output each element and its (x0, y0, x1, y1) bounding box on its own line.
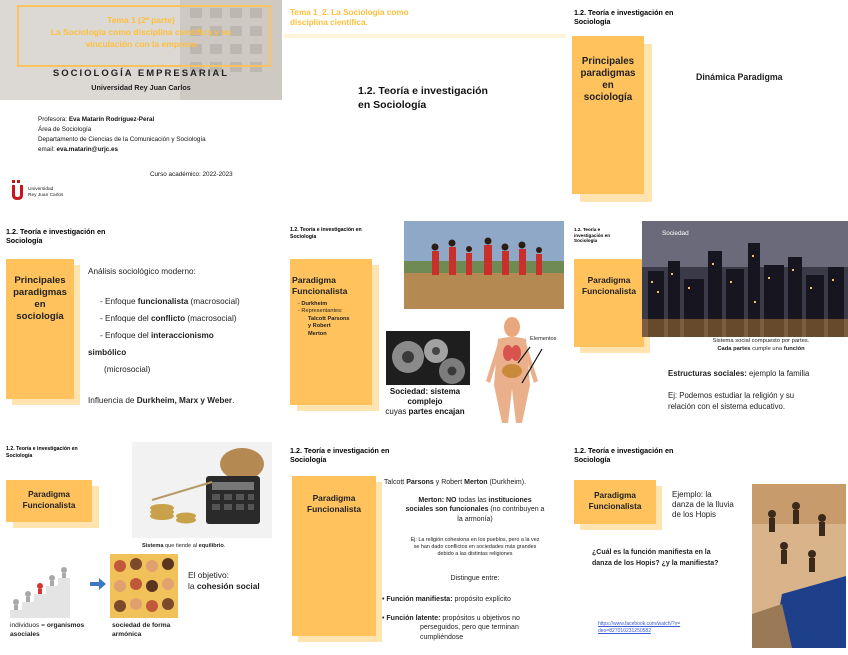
email-link[interactable]: eva.matarin@urjc.es (56, 146, 118, 153)
header-line-1: 1.2. Teoría e (574, 227, 601, 232)
header-line-3: Sociología (574, 238, 598, 244)
header-line-2: Sociología (574, 17, 611, 26)
slide-title[interactable] (0, 0, 282, 217)
video-link[interactable]: https://www.facebook.com/watch/?v= deo=827010231250582 (598, 621, 681, 634)
area: Área de Sociología (38, 126, 92, 133)
caption-line-1: Sociedad: sistema (389, 387, 461, 396)
box-line-1: Paradigma (594, 491, 636, 500)
influence-text: Influencia de Durkheim, Marx y Weber. (88, 396, 235, 405)
section-title-line-1: 1.2. Teoría e investigación (358, 85, 488, 97)
tribe-dance-photo (404, 221, 564, 309)
section-title-line-2: en Sociología (358, 99, 427, 111)
section-header-line-1: Tema 1_2. La Sociología como (290, 8, 409, 17)
example-line-2: relación con el sistema educativo. (668, 401, 786, 411)
box-line-4: sociología (16, 311, 64, 322)
box-line-2: paradigmas (580, 68, 636, 79)
distinguish-label: Distingue entre: (450, 575, 500, 582)
dynamic-paradigm-label: Dinámica Paradigma (696, 72, 783, 82)
department: Departamento de Ciencias de la Comunicación y Sociología (38, 136, 206, 143)
title-line-2: La Sociología como disciplina científica y su (50, 27, 232, 37)
question-text: ¿Cuál es la función manifiesta en la danza de los Hopis? ¿y la manifiesta? (592, 549, 719, 567)
email-label: email: (38, 146, 57, 153)
gears-photo (386, 331, 470, 385)
elements-arrows (516, 343, 556, 403)
header-line-1: 1.2. Teoría e investigación en (290, 446, 390, 455)
header-line-1: 1.2. Teoría e investigación en (6, 227, 106, 236)
approach-conflict: - Enfoque del conflicto (macrosocial) (100, 314, 237, 323)
header-line-2: Sociología (290, 233, 317, 240)
example-text: Ejemplo: la danza de la lluvia de los Hopis (672, 490, 734, 519)
microsocial-label: (microsocial) (104, 365, 151, 374)
balance-coins-photo (132, 442, 272, 538)
box-line-2: Funcionalista (22, 500, 76, 510)
slide-section-intro[interactable] (284, 0, 566, 217)
box-line-2: Funcionalista (307, 504, 361, 514)
arrow-right-icon (90, 578, 106, 590)
structures-text: Estructuras sociales: ejemplo la familia (668, 369, 810, 378)
caption-line-2: complejo (407, 397, 443, 406)
bullet-durkheim: - Durkheim (298, 301, 328, 307)
title-line-1: Tema 1 (2ª parte) (107, 15, 175, 25)
slide-functionalist-3[interactable] (0, 438, 282, 655)
header-line-1: 1.2. Teoría e investigación en (574, 446, 674, 455)
slide-functionalist-5[interactable] (568, 438, 848, 655)
slide-functionalist-2[interactable] (568, 219, 848, 436)
logo-line-1: Universidad (28, 187, 54, 192)
header-line-2: investigación en (574, 232, 610, 238)
logo-line-2: Rey Juan Carlos (28, 192, 64, 198)
individuals-stairs-icon (10, 566, 84, 618)
balance-caption: Sistema que tiende al equilibrio. (142, 543, 226, 549)
rep-line-3: Merton (308, 330, 327, 337)
bullet-latent: • Función latente: propósitos u objetivos no perseguidos, pero que terminan cumpliéndose (382, 615, 520, 641)
interactionism-cont: simbólico (88, 348, 127, 357)
title-line-3: vinculación con la empresa (85, 39, 197, 49)
box-line-3: en (34, 299, 46, 310)
religion-example: Ej: La religión cohesiona en los pueblos, pero a la vez se han dado conflictos en sociedades más grandes debido a las distintas religiones (410, 537, 540, 558)
rep-line-1: Talcott Parsons (308, 315, 350, 322)
box-line-1: Principales (14, 275, 66, 286)
header-line-1: 1.2. Teoría e investigación en (290, 227, 362, 233)
box-line-1: Principales (581, 56, 635, 67)
crowd-photo (110, 554, 178, 618)
section-header-line-2: disciplina científica. (290, 18, 368, 27)
caption-line-2: Cada partes cumple una función (717, 346, 805, 352)
box-line-2: Funcionalista (582, 286, 636, 296)
hopi-dance-photo (752, 484, 846, 648)
bullet-manifest: • Función manifiesta: propósito explícito (382, 596, 511, 603)
slide-functionalist-1[interactable] (284, 219, 566, 436)
header-line-2: Sociología (290, 455, 327, 464)
box-line-2: Funcionalista (292, 286, 348, 296)
rep-line-2: y Robert (308, 323, 331, 330)
analysis-intro: Análisis sociológico moderno: (88, 267, 196, 276)
header-line-2: Sociología (6, 452, 33, 459)
box-line-2: paradigmas (13, 287, 67, 298)
caption-line-3: cuyas partes encajan (385, 407, 465, 416)
header-stripe (284, 34, 566, 38)
authors-line: Talcott Parsons y Robert Merton (Durkheim). (384, 479, 527, 486)
society-label: Sociedad (662, 230, 689, 237)
merton-statement: Merton: NO todas las instituciones sociales son funcionales (no contribuyen a la armonía) (405, 497, 545, 523)
urjc-logo-icon (10, 180, 28, 202)
caption-line-1: Sistema social compuesto por partes. (712, 338, 810, 344)
box-line-1: Paradigma (312, 493, 356, 503)
bullet-representatives: - Representantes: (298, 308, 343, 315)
slide-paradigms-dynamic[interactable] (568, 0, 848, 217)
objective-text: El objetivo: la cohesión social (188, 570, 260, 591)
urjc-logo (10, 180, 28, 202)
elements-label: Elementos (530, 336, 557, 342)
approach-interactionism: - Enfoque del interaccionismo (100, 331, 214, 340)
professor-info (38, 115, 206, 155)
box-line-1: Paradigma (28, 490, 70, 499)
approach-functionalist: - Enfoque funcionalista (macrosocial) (100, 297, 240, 306)
box-line-3: en (602, 80, 614, 91)
university-name: Universidad Rey Juan Carlos (91, 83, 191, 92)
prof-name: Eva Matarín Rodríguez-Peral (68, 116, 155, 123)
course-year: Curso académico: 2022-2023 (150, 171, 233, 178)
header-line-1: 1.2. Teoría e investigación en (574, 8, 674, 17)
paradigm-box (574, 259, 644, 347)
header-line-2: Sociología (574, 455, 611, 464)
slide-functionalist-4[interactable] (284, 438, 566, 655)
box-line-4: sociología (583, 92, 633, 103)
example-line-1: Ej: Podemos estudiar la religión y su (668, 391, 795, 400)
individuals-label: individuos = organismos asociales (10, 622, 85, 638)
box-line-1: Paradigma (587, 275, 631, 285)
prof-label: Profesora: (38, 116, 69, 123)
approach-list (100, 293, 240, 344)
city-photo (642, 221, 848, 337)
box-line-2: Funcionalista (588, 501, 642, 511)
header-line-1: 1.2. Teoría e investigación en (6, 446, 78, 452)
society-harmonic-label: sociedad de forma armónica (112, 622, 171, 638)
box-line-1: Paradigma (292, 275, 336, 285)
slide-paradigms-list[interactable] (0, 219, 282, 436)
subject-name: SOCIOLOGÍA EMPRESARIAL (52, 68, 230, 79)
header-line-2: Sociología (6, 236, 43, 245)
